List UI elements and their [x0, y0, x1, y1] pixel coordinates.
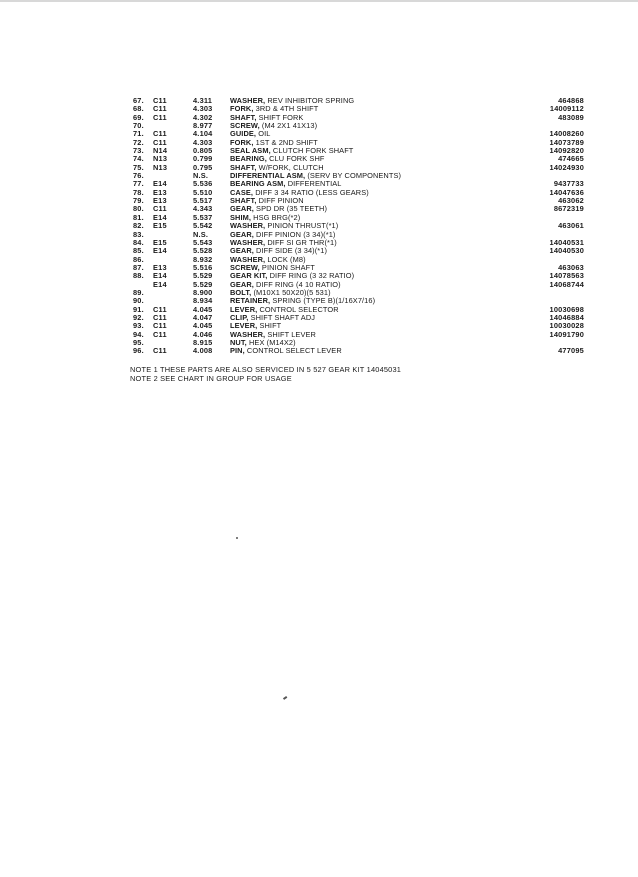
group-number: 4.302	[193, 112, 213, 122]
part-detail: DIFF 3 34 RATIO (LESS GEARS)	[253, 187, 369, 197]
location-code: C11	[153, 137, 167, 147]
part-number: 14073789	[549, 137, 584, 147]
part-detail: SPRING (TYPE B)(1/16X7/16)	[270, 296, 376, 306]
part-name: PIN,	[230, 346, 245, 356]
item-number: 87.	[133, 262, 144, 272]
item-number: 96.	[133, 346, 144, 356]
part-number: 14009112	[549, 104, 584, 114]
item-number: 94.	[133, 329, 144, 339]
group-number: 8.977	[193, 121, 213, 131]
table-row	[0, 105, 638, 113]
part-number: 9437733	[553, 179, 584, 189]
part-detail: PINION THRUST(*1)	[265, 221, 339, 231]
location-code: C11	[153, 304, 167, 314]
part-detail: DIFF SIDE (3 34)(*1)	[253, 246, 328, 256]
item-number: 81.	[133, 212, 144, 222]
location-code: E15	[153, 221, 167, 231]
table-row	[0, 247, 638, 255]
part-detail: DIFF RING (4 10 RATIO)	[253, 279, 341, 289]
group-number: 5.516	[193, 262, 213, 272]
part-detail: LOCK (M8)	[265, 254, 306, 264]
part-name: CASE,	[230, 187, 254, 197]
part-number: 14040531	[549, 237, 584, 247]
group-number: 8.934	[193, 296, 213, 306]
location-code: C11	[153, 204, 167, 214]
part-name: DIFFERENTIAL ASM,	[230, 171, 306, 181]
part-number: 8672319	[553, 204, 584, 214]
part-name: CLIP,	[230, 312, 249, 322]
part-detail: CONTROL SELECTOR	[257, 304, 339, 314]
location-code: E13	[153, 262, 167, 272]
location-code: C11	[153, 112, 167, 122]
item-number: 95.	[133, 337, 144, 347]
part-number: 463062	[558, 196, 584, 206]
item-number: 73.	[133, 146, 144, 156]
part-number: 463061	[558, 221, 584, 231]
item-number: 69.	[133, 112, 144, 122]
part-name: SCREW,	[230, 121, 260, 131]
part-name: GUIDE,	[230, 129, 257, 139]
location-code: E14	[153, 271, 167, 281]
part-number: 474665	[558, 154, 584, 164]
page-top-edge	[0, 0, 638, 2]
group-number: 4.045	[193, 321, 213, 331]
scan-speck	[283, 696, 287, 700]
part-name: SEAL ASM,	[230, 146, 271, 156]
location-code: C11	[153, 321, 167, 331]
part-number: 14047636	[549, 187, 584, 197]
part-number: 10030028	[549, 321, 584, 331]
part-name: WASHER,	[230, 254, 266, 264]
part-detail: 1ST & 2ND SHIFT	[253, 137, 318, 147]
parts-list	[0, 97, 638, 356]
part-number: 14040530	[549, 246, 584, 256]
part-detail: SHIFT SHAFT ADJ	[248, 312, 316, 322]
location-code: C11	[153, 96, 167, 105]
location-code: C11	[153, 346, 167, 356]
part-name: SHAFT,	[230, 162, 257, 172]
location-code: C11	[153, 104, 167, 114]
part-number: 483089	[558, 112, 584, 122]
group-number: 4.311	[193, 96, 213, 105]
table-row	[0, 122, 638, 130]
part-name: GEAR,	[230, 246, 254, 256]
item-number: 68.	[133, 104, 144, 114]
location-code: C11	[153, 129, 167, 139]
group-number: 5.529	[193, 279, 213, 289]
item-number: 90.	[133, 296, 144, 306]
group-number: 5.537	[193, 212, 213, 222]
part-detail: CONTROL SELECT LEVER	[244, 346, 342, 356]
part-name: GEAR KIT,	[230, 271, 268, 281]
location-code: E13	[153, 196, 167, 206]
part-name: BEARING ASM,	[230, 179, 286, 189]
item-number: 84.	[133, 237, 144, 247]
part-number: 463063	[558, 262, 584, 272]
part-name: LEVER,	[230, 321, 258, 331]
part-name: WASHER,	[230, 237, 266, 247]
group-number: 5.543	[193, 237, 213, 247]
part-detail: DIFF RING (3 32 RATIO)	[267, 271, 355, 281]
group-number: 0.805	[193, 146, 213, 156]
location-code: N14	[153, 146, 168, 156]
part-name: SCREW,	[230, 262, 260, 272]
table-row	[0, 97, 638, 105]
part-name: LEVER,	[230, 304, 258, 314]
part-detail: (M4 2X1 41X13)	[259, 121, 318, 131]
part-detail: HEX (M14X2)	[246, 337, 296, 347]
part-name: BEARING,	[230, 154, 267, 164]
group-number: 5.542	[193, 221, 213, 231]
group-number: N.S.	[193, 229, 209, 239]
part-number: 477095	[558, 346, 584, 356]
table-row	[0, 205, 638, 213]
table-row	[0, 331, 638, 339]
notes-section	[130, 365, 401, 383]
part-detail: DIFF PINION (3 34)(*1)	[253, 229, 336, 239]
location-code: C11	[153, 312, 167, 322]
part-detail: PINION SHAFT	[259, 262, 315, 272]
item-number: 80.	[133, 204, 144, 214]
part-number: 10030698	[549, 304, 584, 314]
part-name: SHIM,	[230, 212, 252, 222]
location-code: E14	[153, 279, 167, 289]
scan-speck	[236, 537, 238, 539]
part-name: WASHER,	[230, 96, 266, 105]
item-number: 72.	[133, 137, 144, 147]
table-row	[0, 347, 638, 355]
location-code: N13	[153, 162, 168, 172]
part-detail: HSG BRG(*2)	[251, 212, 301, 222]
part-detail: OIL	[256, 129, 271, 139]
part-number: 14024930	[549, 162, 584, 172]
group-number: 4.303	[193, 137, 213, 147]
table-row	[0, 306, 638, 314]
part-name: GEAR,	[230, 279, 254, 289]
group-number: 8.932	[193, 254, 213, 264]
table-row	[0, 114, 638, 122]
part-name: NUT,	[230, 337, 247, 347]
group-number: 4.008	[193, 346, 213, 356]
group-number: 4.046	[193, 329, 213, 339]
group-number: 4.104	[193, 129, 213, 139]
group-number: 8.915	[193, 337, 213, 347]
table-row	[0, 322, 638, 330]
table-row	[0, 314, 638, 322]
item-number: 76.	[133, 171, 144, 181]
table-row	[0, 256, 638, 264]
item-number: 79.	[133, 196, 144, 206]
item-number: 82.	[133, 221, 144, 231]
group-number: N.S.	[193, 171, 209, 181]
part-name: SHAFT,	[230, 112, 257, 122]
item-number: 77.	[133, 179, 144, 189]
part-detail: SPD DR (35 TEETH)	[253, 204, 328, 214]
part-name: FORK,	[230, 137, 254, 147]
group-number: 0.799	[193, 154, 213, 164]
item-number: 93.	[133, 321, 144, 331]
part-detail: SHIFT	[257, 321, 282, 331]
part-detail: SHIFT LEVER	[265, 329, 316, 339]
part-detail: W/FORK, CLUTCH	[256, 162, 324, 172]
part-name: GEAR,	[230, 229, 254, 239]
item-number: 78.	[133, 187, 144, 197]
part-name: WASHER,	[230, 329, 266, 339]
part-name: SHAFT,	[230, 196, 257, 206]
part-detail: DIFFERENTIAL	[285, 179, 342, 189]
item-number: 74.	[133, 154, 144, 164]
part-detail: (M10X1 50X20)(5 531)	[251, 287, 331, 297]
group-number: 4.303	[193, 104, 213, 114]
group-number: 5.528	[193, 246, 213, 256]
part-detail: DIFF PINION	[256, 196, 304, 206]
part-detail: CLU FORK SHF	[266, 154, 325, 164]
part-detail: CLUTCH FORK SHAFT	[270, 146, 354, 156]
group-number: 5.510	[193, 187, 213, 197]
location-code: E14	[153, 212, 167, 222]
item-number: 86.	[133, 254, 144, 264]
item-number: 83.	[133, 229, 144, 239]
part-name: GEAR,	[230, 204, 254, 214]
part-number: 14091790	[549, 329, 584, 339]
item-number: 91.	[133, 304, 144, 314]
note-line: NOTE 1 THESE PARTS ARE ALSO SERVICED IN 5 527 GEAR KIT 14045031	[130, 365, 402, 374]
part-number: 14068744	[549, 279, 584, 289]
part-detail: REV INHIBITOR SPRING	[265, 96, 355, 105]
table-row	[0, 130, 638, 138]
part-number: 464868	[558, 96, 584, 105]
item-number: 71.	[133, 129, 144, 139]
table-row	[0, 189, 638, 197]
part-detail: (SERV BY COMPONENTS)	[305, 171, 402, 181]
item-number: 92.	[133, 312, 144, 322]
part-name: RETAINER,	[230, 296, 271, 306]
part-detail: SHIFT FORK	[256, 112, 304, 122]
location-code: E13	[153, 187, 167, 197]
group-number: 5.536	[193, 179, 213, 189]
part-name: BOLT,	[230, 287, 252, 297]
item-number: 85.	[133, 246, 144, 256]
part-number: 14008260	[549, 129, 584, 139]
part-description	[230, 347, 342, 355]
group-number: 8.900	[193, 287, 213, 297]
group-number: 5.529	[193, 271, 213, 281]
part-number: 14046884	[549, 312, 584, 322]
location-code: E15	[153, 237, 167, 247]
part-detail: DIFF SI GR THR(*1)	[265, 237, 337, 247]
group-number: 4.045	[193, 304, 213, 314]
group-number: 0.795	[193, 162, 213, 172]
item-number: 88.	[133, 271, 144, 281]
item-number: 75.	[133, 162, 144, 172]
group-number: 4.047	[193, 312, 213, 322]
note-line: NOTE 2 SEE CHART IN GROUP FOR USAGE	[130, 374, 292, 383]
part-name: WASHER,	[230, 221, 266, 231]
item-number: 67.	[133, 96, 144, 105]
group-number: 4.343	[193, 204, 213, 214]
location-code: N13	[153, 154, 168, 164]
part-number: 14092820	[549, 146, 584, 156]
item-number: 70.	[133, 121, 144, 131]
group-number: 5.517	[193, 196, 213, 206]
location-code: E14	[153, 246, 167, 256]
location-code: E14	[153, 179, 167, 189]
location-code: C11	[153, 329, 167, 339]
part-detail: 3RD & 4TH SHIFT	[253, 104, 319, 114]
part-number: 14078563	[549, 271, 584, 281]
item-number: 89.	[133, 287, 144, 297]
part-name: FORK,	[230, 104, 254, 114]
